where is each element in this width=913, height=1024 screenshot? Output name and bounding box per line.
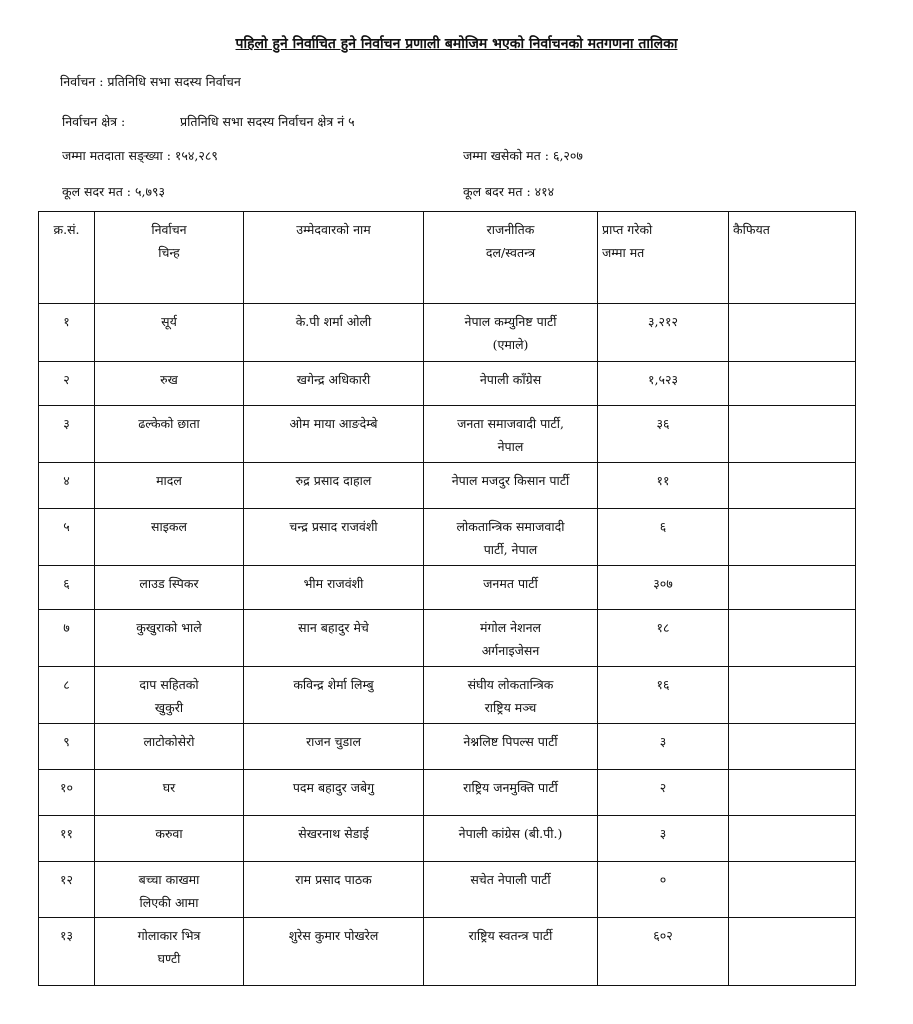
cell-votes: ३०७ (598, 566, 729, 610)
cell-candidate-name: राम प्रसाद पाठक (244, 862, 424, 918)
total-invalid-votes: कूल बदर मत : ४१४ (463, 184, 555, 199)
cell-remarks (729, 304, 856, 362)
cell-serial: २ (39, 362, 95, 406)
cell-party: सचेत नेपाली पार्टी (424, 862, 598, 918)
header-remarks: कैफियत (729, 212, 856, 304)
cell-symbol: बच्चा काखमा लिएकी आमा (95, 862, 244, 918)
cell-serial: १ (39, 304, 95, 362)
cell-serial: ११ (39, 816, 95, 862)
election-name: निर्वाचन : प्रतिनिधि सभा सदस्य निर्वाचन (60, 74, 241, 89)
page-title: पहिलो हुने निर्वाचित हुने निर्वाचन प्रणाली बमोजिम भएको निर्वाचनको मतगणना तालिका (235, 36, 678, 52)
cell-symbol: गोलाकार भित्र घण्टी (95, 918, 244, 986)
cell-serial: ५ (39, 509, 95, 566)
constituency-value: प्रतिनिधि सभा सदस्य निर्वाचन क्षेत्र नं ५ (180, 114, 355, 129)
cell-votes: ३ (598, 724, 729, 770)
total-valid-votes: कूल सदर मत : ५,७९३ (62, 184, 165, 199)
cell-symbol: ढल्केको छाता (95, 406, 244, 463)
cell-candidate-name: पदम बहादुर जबेगु (244, 770, 424, 816)
cell-symbol: सूर्य (95, 304, 244, 362)
cell-serial: ७ (39, 610, 95, 667)
cell-serial: ३ (39, 406, 95, 463)
table-row (39, 770, 856, 816)
cell-remarks (729, 463, 856, 509)
cell-symbol: मादल (95, 463, 244, 509)
cell-remarks (729, 862, 856, 918)
cell-votes: ११ (598, 463, 729, 509)
cell-candidate-name: के.पी शर्मा ओली (244, 304, 424, 362)
cell-serial: ९ (39, 724, 95, 770)
cell-party: मंगोल नेशनल अर्गनाइजेसन (424, 610, 598, 667)
cell-serial: १० (39, 770, 95, 816)
table-row (39, 304, 856, 362)
header-serial: क्र.सं. (39, 212, 95, 304)
cell-votes: १६ (598, 667, 729, 724)
cell-symbol: रुख (95, 362, 244, 406)
cell-candidate-name: रुद्र प्रसाद दाहाल (244, 463, 424, 509)
cell-votes: ६०२ (598, 918, 729, 986)
cell-remarks (729, 667, 856, 724)
table-row (39, 667, 856, 724)
cell-votes: १८ (598, 610, 729, 667)
cell-votes: ० (598, 862, 729, 918)
cell-remarks (729, 406, 856, 463)
cell-symbol: घर (95, 770, 244, 816)
cell-party: लोकतान्त्रिक समाजवादी पार्टी, नेपाल (424, 509, 598, 566)
cell-serial: ६ (39, 566, 95, 610)
cell-remarks (729, 918, 856, 986)
cell-symbol: लाटोकोसेरो (95, 724, 244, 770)
cell-votes: ३६ (598, 406, 729, 463)
cell-symbol: कुखुराको भाले (95, 610, 244, 667)
header-candidate-name: उम्मेदवारको नाम (244, 212, 424, 304)
table-row (39, 566, 856, 610)
cell-party: नेपाली कांग्रेस (बी.पी.) (424, 816, 598, 862)
cell-votes: ६ (598, 509, 729, 566)
cell-votes: ३,२१२ (598, 304, 729, 362)
cell-votes: २ (598, 770, 729, 816)
cell-party: नेपाल मजदुर किसान पार्टी (424, 463, 598, 509)
cell-votes: ३ (598, 816, 729, 862)
cell-candidate-name: सान बहादुर मेचे (244, 610, 424, 667)
cell-candidate-name: चन्द्र प्रसाद राजवंशी (244, 509, 424, 566)
cell-remarks (729, 566, 856, 610)
total-votes-cast: जम्मा खसेको मत : ६,२०७ (463, 148, 583, 163)
table-row (39, 816, 856, 862)
cell-remarks (729, 770, 856, 816)
cell-serial: ८ (39, 667, 95, 724)
cell-serial: ४ (39, 463, 95, 509)
total-voters: जम्मा मतदाता सङ्ख्या : १५४,२८९ (62, 148, 218, 163)
cell-remarks (729, 610, 856, 667)
table-row (39, 509, 856, 566)
header-votes: प्राप्त गरेको जम्मा मत (598, 212, 729, 304)
table-row (39, 406, 856, 463)
cell-remarks (729, 509, 856, 566)
cell-party: राष्ट्रिय जनमुक्ति पार्टी (424, 770, 598, 816)
table-row (39, 463, 856, 509)
cell-serial: १३ (39, 918, 95, 986)
constituency-label: निर्वाचन क्षेत्र : (62, 114, 126, 129)
table-row (39, 918, 856, 986)
cell-party: नेपाली काँग्रेस (424, 362, 598, 406)
cell-candidate-name: शुरेस कुमार पोखरेल (244, 918, 424, 986)
cell-votes: १,५२३ (598, 362, 729, 406)
table-row (39, 362, 856, 406)
cell-symbol: लाउड स्पिकर (95, 566, 244, 610)
cell-symbol: दाप सहितको खुकुरी (95, 667, 244, 724)
cell-remarks (729, 724, 856, 770)
cell-party: राष्ट्रिय स्वतन्त्र पार्टी (424, 918, 598, 986)
table-row (39, 610, 856, 667)
table-row (39, 862, 856, 918)
cell-candidate-name: सेखरनाथ सेडाई (244, 816, 424, 862)
cell-candidate-name: भीम राजवंशी (244, 566, 424, 610)
cell-candidate-name: खगेन्द्र अधिकारी (244, 362, 424, 406)
header-symbol: निर्वाचन चिन्ह (95, 212, 244, 304)
header-party: राजनीतिक दल/स्वतन्त्र (424, 212, 598, 304)
cell-remarks (729, 362, 856, 406)
cell-party: नेपाल कम्युनिष्ट पार्टी (एमाले) (424, 304, 598, 362)
table-header-row (39, 212, 856, 304)
cell-party: जनता समाजवादी पार्टी, नेपाल (424, 406, 598, 463)
cell-serial: १२ (39, 862, 95, 918)
table-row (39, 724, 856, 770)
cell-party: जनमत पार्टी (424, 566, 598, 610)
cell-candidate-name: कविन्द्र शेर्मा लिम्बु (244, 667, 424, 724)
cell-symbol: करुवा (95, 816, 244, 862)
results-table (38, 211, 856, 986)
cell-party: नेश्नलिष्ट पिपल्स पार्टी (424, 724, 598, 770)
cell-symbol: साइकल (95, 509, 244, 566)
cell-party: संघीय लोकतान्त्रिक राष्ट्रिय मञ्च (424, 667, 598, 724)
cell-remarks (729, 816, 856, 862)
cell-candidate-name: ओम माया आङदेम्बे (244, 406, 424, 463)
cell-candidate-name: राजन चुडाल (244, 724, 424, 770)
